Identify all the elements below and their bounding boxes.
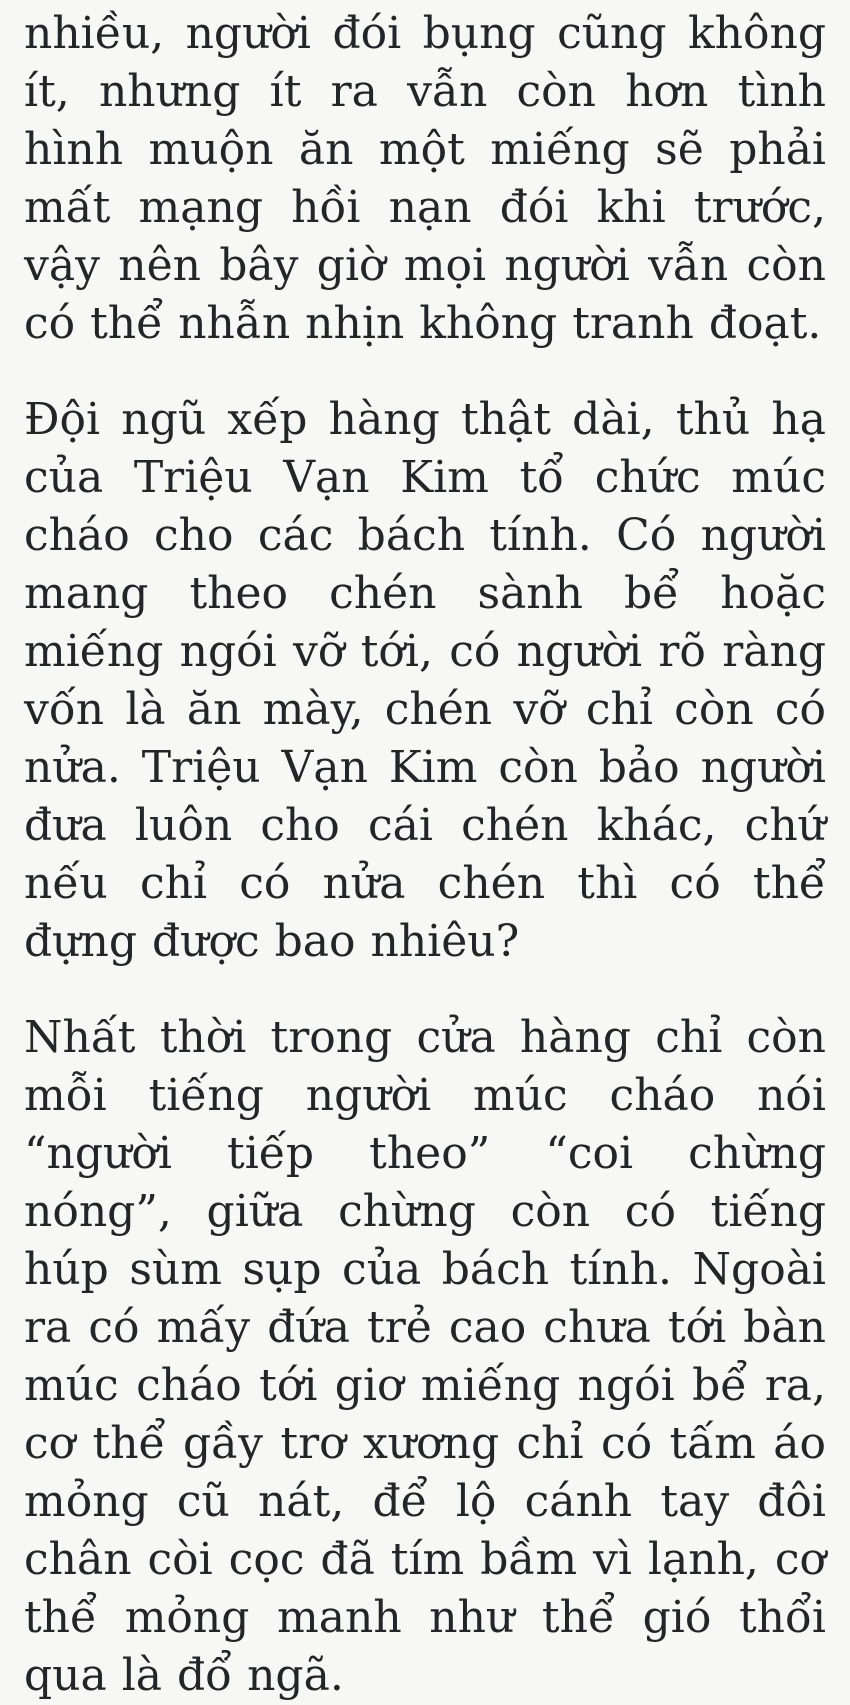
paragraph: Đội ngũ xếp hàng thật dài, thủ hạ của Triệu Vạn Kim tổ chức múc cháo cho các bách tính. Có người mang theo chén sành bể hoặc miếng ngói vỡ tới, có người rõ ràng vốn là ăn mày, chén vỡ chỉ còn có nửa. Triệu Vạn Kim còn bảo người đưa luôn cho cái chén khác, chứ nếu chỉ có nửa chén thì có thể đựng được bao nhiêu? (24, 394, 826, 967)
paragraph: Nhất thời trong cửa hàng chỉ còn mỗi tiếng người múc cháo nói “người tiếp theo” “coi chừng nóng”, giữa chừng còn có tiếng húp sùm sụp của bách tính. Ngoài ra có mấy đứa trẻ cao chưa tới bàn múc cháo tới giơ miếng ngói bể ra, cơ thể gầy trơ xương chỉ có tấm áo mỏng cũ nát, để lộ cánh tay đôi chân còi cọc đã tím bầm vì lạnh, cơ thể mỏng manh như thể gió thổi qua là đổ ngã. (24, 1012, 826, 1701)
paragraph: nhiều, người đói bụng cũng không ít, nhưng ít ra vẫn còn hơn tình hình muộn ăn một miếng sẽ phải mất mạng hồi nạn đói khi trước, vậy nên bây giờ mọi người vẫn còn có thể nhẫn nhịn không tranh đoạt. (24, 8, 826, 349)
